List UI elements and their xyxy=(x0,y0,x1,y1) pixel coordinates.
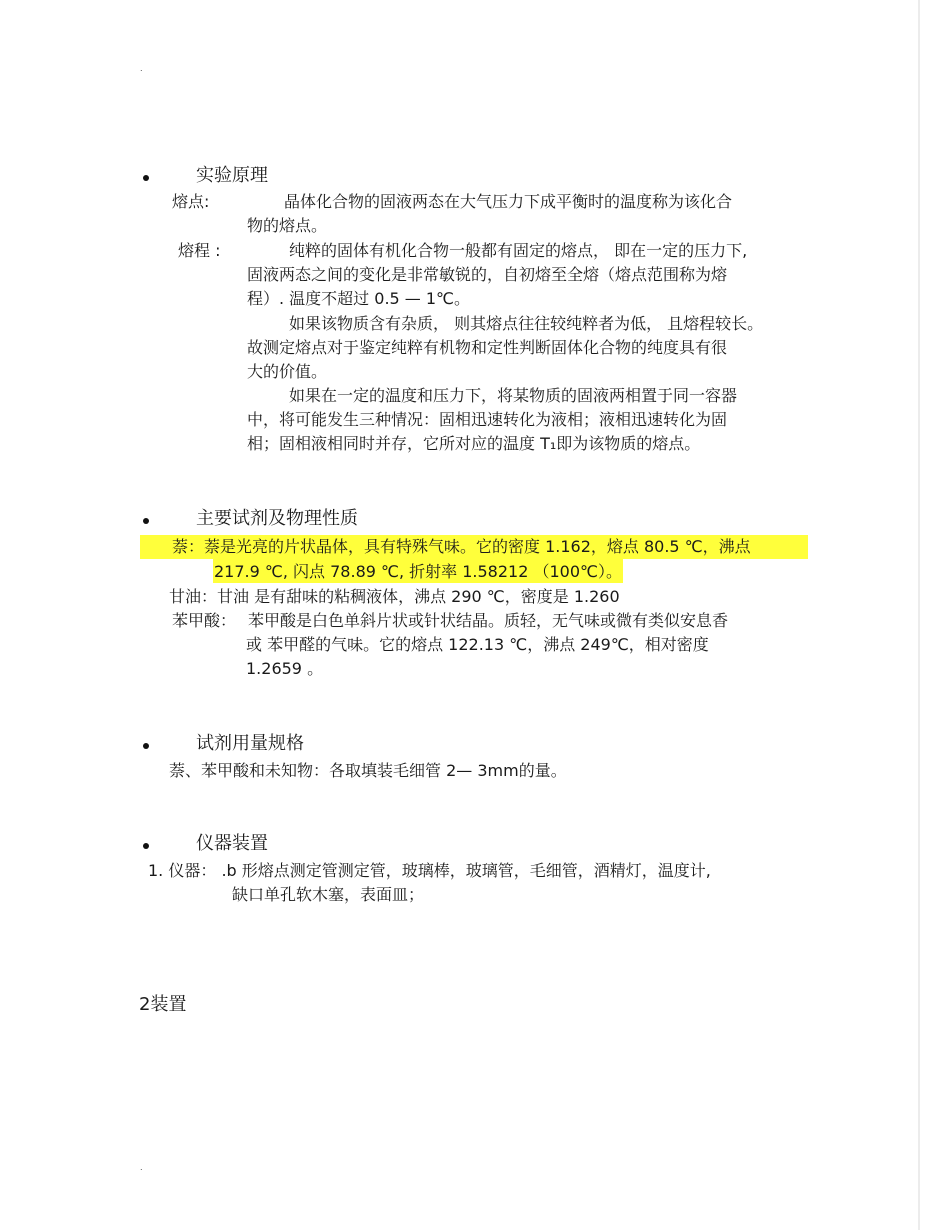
melting-point-line: 晶体化合物的固液两态在大气压力下成平衡时的温度称为该化合 xyxy=(284,192,733,211)
impurity-paragraph-line: 故测定熔点对于鉴定纯粹有机物和定性判断固体化合物的纯度具有很 xyxy=(247,338,728,357)
melting-point-line: 物的熔点。 xyxy=(247,216,328,235)
bullet-icon xyxy=(143,743,149,749)
apparatus-item-line: 缺口单孔软木塞，表面皿； xyxy=(232,885,425,904)
bullet-icon xyxy=(143,175,149,181)
benzoic-acid-line: 1.2659 。 xyxy=(246,659,324,678)
equilibrium-paragraph-line: 中，将可能发生三种情况：固相迅速转化为液相；液相迅速转化为固 xyxy=(247,410,728,429)
naphthalene-line: 萘：萘是光亮的片状晶体，具有特殊气味。它的密度 1.162，熔点 80.5 ℃，沸点 xyxy=(172,537,751,556)
equilibrium-paragraph-line: 相；固相液相同时并存，它所对应的温度 T₁即为该物质的熔点。 xyxy=(247,434,701,453)
section-heading-apparatus: 仪器装置 xyxy=(196,833,268,854)
impurity-paragraph-line: 如果该物质含有杂质， 则其熔点往往较纯粹者为低， 且熔程较长。 xyxy=(289,314,764,333)
melting-range-line: 程）. 温度不超过 0.5 — 1℃。 xyxy=(247,289,471,308)
melting-range-line: 固液两态之间的变化是非常敏锐的，自初熔至全熔（熔点范围称为熔 xyxy=(247,265,728,284)
section-heading-principle: 实验原理 xyxy=(196,165,268,186)
impurity-paragraph-line: 大的价值。 xyxy=(247,362,328,381)
melting-range-label: 熔程 : xyxy=(178,241,221,260)
bullet-icon xyxy=(143,843,149,849)
page-edge xyxy=(918,0,920,1230)
apparatus-setup-heading: 2装置 xyxy=(139,994,187,1015)
corner-mark-top: . xyxy=(140,64,143,73)
section-heading-reagents: 主要试剂及物理性质 xyxy=(196,508,358,529)
apparatus-item-line: 1. 仪器： .b 形熔点测定管测定管，玻璃棒，玻璃管，毛细管，酒精灯，温度计, xyxy=(148,861,711,880)
corner-mark-bottom: . xyxy=(140,1163,143,1172)
dosage-line: 萘、苯甲酸和未知物：各取填装毛细管 2— 3mm的量。 xyxy=(169,761,567,780)
bullet-icon xyxy=(143,518,149,524)
glycerol-line: 甘油：甘油 是有甜味的粘稠液体，沸点 290 ℃，密度是 1.260 xyxy=(169,587,620,606)
section-heading-dosage: 试剂用量规格 xyxy=(196,733,304,754)
naphthalene-line: 217.9 ℃, 闪点 78.89 ℃, 折射率 1.58212 （100℃）。 xyxy=(214,562,622,581)
equilibrium-paragraph-line: 如果在一定的温度和压力下，将某物质的固液两相置于同一容器 xyxy=(289,386,738,405)
benzoic-acid-label: 苯甲酸： xyxy=(172,611,237,630)
melting-range-line: 纯粹的固体有机化合物一般都有固定的熔点， 即在一定的压力下, xyxy=(289,241,748,260)
benzoic-acid-line: 或 苯甲醛的气味。它的熔点 122.13 ℃，沸点 249℃，相对密度 xyxy=(246,635,709,654)
benzoic-acid-line: 苯甲酸是白色单斜片状或针状结晶。质轻，无气味或微有类似安息香 xyxy=(248,611,729,630)
melting-point-label: 熔点: xyxy=(172,192,210,211)
